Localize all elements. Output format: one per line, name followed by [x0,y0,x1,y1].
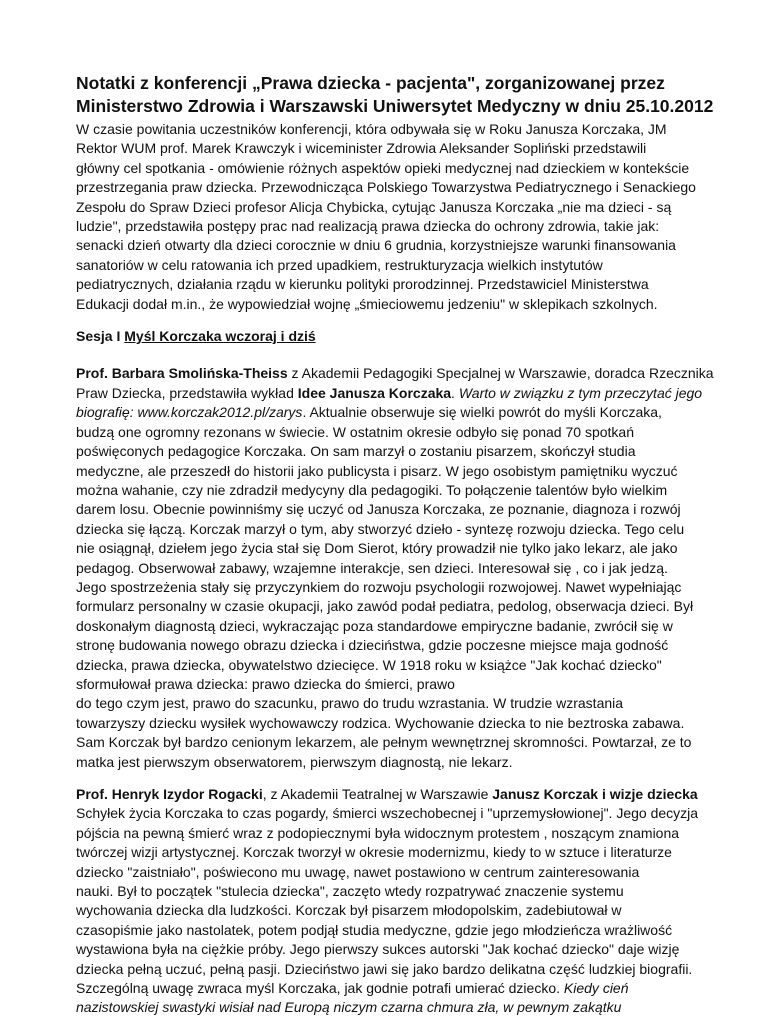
text-line: nie osiągnął, dziełem jego życia stał się Dom Sierot, który prowadził nie tylko jako lekarz, ale jako [76,540,678,557]
text-line: dziecka, prawa dziecka, obywatelstwo dziecięce. W 1918 roku w książce "Jak kochać dziecko" [76,656,662,673]
session-title: Myśl Korczaka wczoraj i dziś [124,328,316,345]
text-line: wystawiona była na ciężkie próby. Jego pierwszy sukces autorski "Jak kochać dziecko" daje wizję [76,941,680,958]
text-line: Schyłek życia Korczaka to czas pogardy, śmierci wszechobecnej i "uprzemysłowionej". Jego decyzja [76,805,699,822]
speaker2-paragraph [76,785,706,1018]
text-line: budzą one ogromny rezonans w świecie. W ostatnim okresie odbyło się ponad 70 spotkań [76,423,634,440]
text-line: dziecka pełną uczuć, pełną pasji. Dzieciństwo jawi się jako bardzo delikatna część ludzkiej biografii. [76,960,693,977]
text-line: Edukacji dodał m.in., że wypowiedział wojnę „śmieciowemu jedzeniu" w sklepikach szkolnych. [76,295,658,312]
text-line: senacki dzień otwarty dla dzieci corocznie w dniu 6 grudnia, korzystniejsze warunki finansowania [76,237,676,254]
text-line: sformułował prawa dziecka: prawo dziecka do śmierci, prawo [76,675,455,692]
speaker1-note: Warto w związku z tym przeczytać jego [458,384,703,401]
speaker1-talk-title: Idee Janusza Korczaka [297,384,452,401]
speaker2-text: Szczególną uwagę zwraca myśl Korczaka, jak godnie potrafi umierać dziecko. [76,980,564,997]
text-line: Sam Korczak był bardzo cenionym lekarzem, ale pełnym wewnętrznej skromności. Powtarzał, ze to [76,734,692,751]
text-line: W czasie powitania uczestników konferencji, która odbywała się w Roku Janusza Korczaka, JM [76,121,667,137]
text-line: wychowania dziecka dla ludzkości. Korczak był pisarzem młodopolskim, zadebiutował w [76,902,622,919]
text-line: nauki. Był to początek "stulecia dziecka", zaczęto wtedy rozpatrywać znaczenie systemu [76,883,624,900]
speaker1-intro-text: Praw Dziecka, przedstawiła wykład [76,384,298,401]
speaker1-text: . Aktualnie obserwuje się wielki powrót do myśli Korczaka, [302,404,662,421]
text-line: twórczej wizji artystycznej. Korczak tworzył w okresie modernizmu, kiedy to w sztuce i literaturze [76,844,672,861]
text-line: można wahanie, czy nie zdradził medycyny dla pedagogiki. To połączenie talentów było wielkim [76,481,668,498]
speaker2-name: Prof. Henryk Izydor Rogacki [76,786,263,802]
text-line: doskonałym diagnostą dzieci, wykraczając poza standardowe empiryczne badanie, zwrócił się w [76,617,673,634]
text-line: pójścia na pewną śmierć wraz z podopiecznymi była widocznym protestem , noszącym znamiona [76,824,680,841]
text-line: pedagog. Obserwował zabawy, wzajemne interakcje, sen dzieci. Interesował się , co i jak jedzą. [76,559,668,576]
document-page [76,72,714,1031]
biography-link-text: biografię: www.korczak2012.pl/zarys [76,404,303,421]
text-line: ludzie", przedstawiła postępy prac nad realizacją prawa dziecka do ochrony zdrowia, takie jak: [76,218,660,235]
text-line [76,998,706,1017]
text-line [76,785,706,804]
session-heading [76,327,706,346]
intro-paragraph [76,120,706,314]
speaker2-talk-title: Janusz Korczak i wizje dziecka [492,786,698,802]
speaker1-affiliation: z Akademii Pedagogiki Specjalnej w Warszawie, doradca Rzecznika [287,365,714,382]
speaker2-affiliation: , z Akademii Teatralnej w Warszawie [262,786,493,802]
text-line: Rektor WUM prof. Marek Krawczyk i wiceminister Zdrowia Aleksander Sopliński przedstawili [76,140,647,157]
text-line [76,403,706,422]
text-line [76,364,714,383]
speaker2-quote-start: Kiedy cień [563,980,629,997]
speaker2-quote: nazistowskiej swastyki wisiał nad Europą niczym czarna chmura zła, w pewnym zakątku [76,999,622,1016]
text-line: dziecko "zaistniało", poświecono mu uwagę, nawet postawiono w centrum zainteresowania [76,863,640,880]
text-line: formularz personalny w czasie okupacji, jako zawód podał pediatra, pedolog, obserwacja dzieci. Był [76,598,694,615]
text-line: sanatoriów w celu ratowania ich przed upadkiem, restrukturyzacja wielkich instytutów [76,256,603,273]
text-line: medyczne, ale przeszedł do historii jako publicysta i pisarz. W jego osobistym pamiętniku wyczuć [76,462,678,479]
text-line [76,979,706,998]
speaker1-period: . [451,384,459,401]
text-line: poświęconych pedagogice Korczaka. On sam marzył o zostaniu pisarzem, skończył studia [76,443,636,460]
text-line: dziecka się łączą. Korczak marzył o tym, aby stworzyć dzieło - syntezę rozwoju dziecka. Tego celu [76,520,685,537]
text-line: główny cel spotkania - omówienie różnych aspektów opieki medycznej nad dzieckiem w kontekście [76,159,690,176]
speaker1-paragraph [76,364,714,772]
speaker1-name: Prof. Barbara Smolińska-Theiss [76,365,288,382]
text-line: darem losu. Obecnie powinniśmy się uczyć od Janusza Korczaka, ze poznanie, diagnoza i rozwój [76,501,681,518]
text-line: Zespołu do Spraw Dzieci profesor Alicja Chybicka, cytując Janusza Korczaka „nie ma dzieci - są [76,198,672,215]
text-line [76,384,706,403]
text-line: przestrzegania praw dziecka. Przewodnicząca Polskiego Towarzystwa Pediatrycznego i Senackiego [76,179,696,196]
title-line-2: Ministerstwo Zdrowia i Warszawski Uniwersytet Medyczny w dniu 25.10.2012 [76,96,714,116]
session-prefix: Sesja I [76,328,125,345]
text-line: Jego spostrzeżenia stały się przyczynkiem do rozwoju psychologii rozwojowej. Nawet wypełniając [76,578,682,595]
title-line-1: Notatki z konferencji „Prawa dziecka - pacjenta", zorganizowanej przez [76,73,665,93]
text-line: towarzyszy dziecku wysiłek wychowawczy rodzica. Wychowanie dziecka to nie beztroska zabawa. [76,714,685,731]
text-line: czasopiśmie jako nastolatek, potem podjął studia medyczne, gdzie jego młodzieńcza wrażliwość [76,921,673,938]
text-line: do tego czym jest, prawo do szacunku, prawo do trudu wzrastania. W trudzie wzrastania [76,695,624,712]
page-title [76,72,714,118]
text-line: pediatrycznych, działania rządu w kierunku polityki prorodzinnej. Przedstawiciel Ministerstwa [76,276,649,293]
text-line: matka jest pierwszym obserwatorem, pierwszym diagnostą, nie lekarz. [76,753,513,770]
text-line: stronę budowania nowego obrazu dziecka i dzieciństwa, gdzie poczesne miejsce maja godność [76,637,669,654]
